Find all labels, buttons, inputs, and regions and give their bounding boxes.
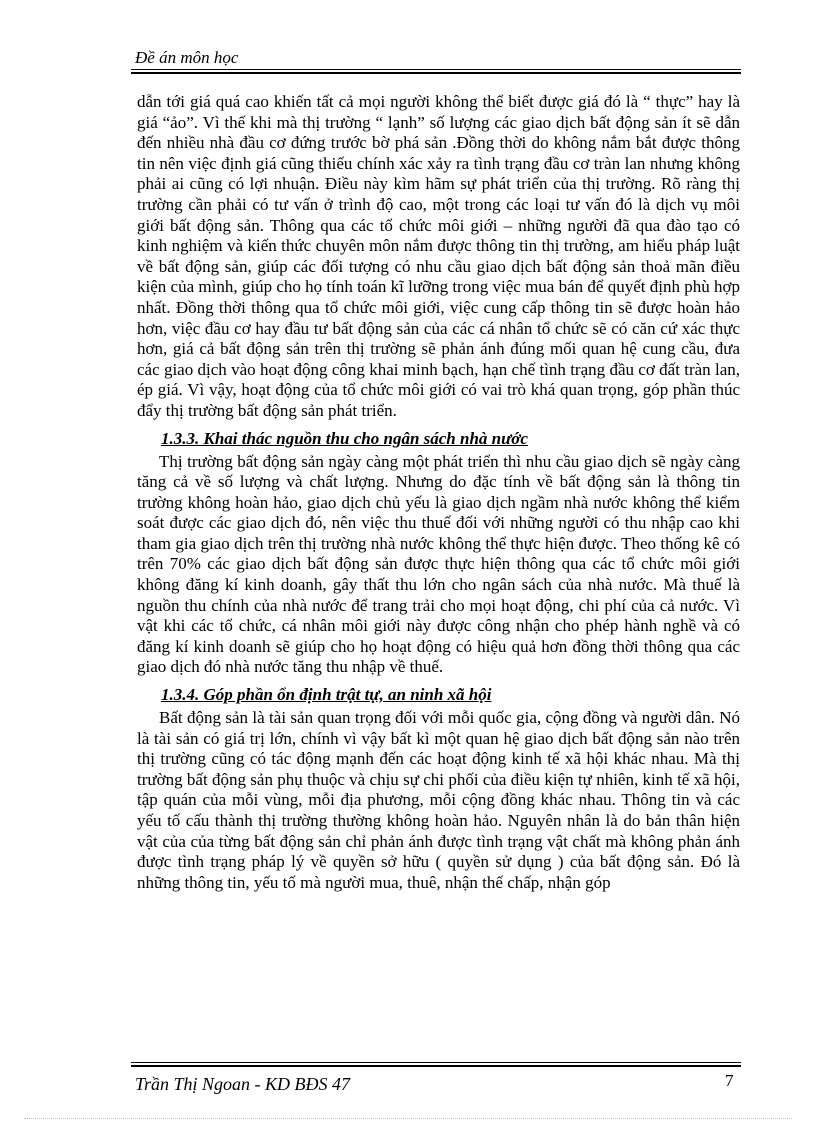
section-heading-1-3-4: 1.3.4. Góp phần ổn định trật tự, an ninh xã hội — [161, 685, 492, 705]
footer-divider — [131, 1062, 741, 1063]
footer-divider-thick — [131, 1065, 741, 1067]
header-divider — [131, 69, 741, 70]
header-title: Đề án môn học — [135, 48, 239, 67]
header-divider-thick — [131, 72, 741, 74]
page-number: 7 — [725, 1071, 734, 1090]
document-body — [137, 92, 740, 893]
paragraph-1: dẫn tới giá quá cao khiến tất cả mọi người không thể biết được giá đó là “ thực” hay là giá “ảo”. Vì thế khi mà thị trường “ lạnh” số lượng các giao dịch bất động sản ít sẽ dẫn đến nhiều nhà đầu cơ đứng trước bờ phá sản .Đồng thời do không nắm bắt được thông tin nên việc định giá cũng thiếu chính xác xảy ra tình trạng đầu cơ tràn lan nhưng không phải ai cũng có lợi nhuận. Điều này kìm hãm sự phát triển của thị trường. Rõ ràng thị trường cần phải có tư vấn ở trình độ cao, một trong các loại tư vấn đó là dịch vụ môi giới bất động sản. Thông qua các tổ chức môi giới – những người đã qua đào tạo có kinh nghiệm và kiến thức chuyên môn nắm được thông tin thị trường, am hiểu pháp luật về bất động sản, giúp các đối tượng có nhu cầu giao dịch bất động sản thoả mãn điều kiện của mình, giúp cho họ tính toán kĩ lưỡng trong việc mua bán để quyết định phù hợp nhất. Đồng thời thông qua tổ chức môi giới, việc cung cấp thông tin sẽ được hoàn hảo hơn, việc đầu cơ hay đầu tư bất động sản của các cá nhân tổ chức sẽ có căn cứ xác thực hơn, giá cả bất động sản trên thị trường sẽ phản ánh đúng mối quan hệ cung cầu, đưa các giao dịch vào hoạt động công khai minh bạch, hạn chế tình trạng đầu cơ đất tràn lan, ép giá. Vì vậy, hoạt động của tổ chức môi giới có vai trò khá quan trọng, góp phần thúc đẩy thị trường bất động sản phát triển. — [137, 92, 740, 420]
section-heading-1-3-3: 1.3.3. Khai thác nguồn thu cho ngân sách nhà nước — [161, 428, 528, 448]
paragraph-3: Bất động sản là tài sản quan trọng đối với mỗi quốc gia, cộng đồng và người dân. Nó là tài sản có giá trị lớn, chính vì vậy bất kì một quan hệ giao dịch bất động sản nào trên thị trường cũng có tác động mạnh đến các hoạt động kinh tế xã hội khác nhau. Mà thị trường bất động sản phụ thuộc và chịu sự chi phối của điều kiện tự nhiên, kinh tế xã hội, tập quán của mỗi vùng, mỗi địa phương, mỗi cộng đồng khác nhau. Thông tin và các yếu tố cấu thành thị trường thường không hoàn hảo. Nguyên nhân là do bản thân hiện vật của của từng bất động sản chỉ phản ánh được tình trạng vật chất mà không phản ánh được tình trạng pháp lý về quyền sở hữu ( quyền sử dụng ) của bất động sản. Đó là những thông tin, yếu tố mà người mua, thuê, nhận thế chấp, nhận góp — [137, 708, 740, 892]
paragraph-2: Thị trường bất động sản ngày càng một phát triển thì nhu cầu giao dịch sẽ ngày càng tăng cả về số lượng và chất lượng. Nhưng do đặc tính về bất động sản là thông tin trường không hoàn hảo, giao dịch chủ yếu là giao dịch ngầm nhà nước không thể kiểm soát được các giao dịch đó, nên việc thu thuế đối với những người có thu nhập cao khi tham gia giao dịch trên thị trường nhà nước không thể thực hiện được. Theo thống kê có trên 70% các giao dịch bất động sản được thực hiện thông qua các tổ chức môi giới không đăng kí kinh doanh, gây thất thu lớn cho ngân sách của nhà nước. Mà thuế là nguồn thu chính của nhà nước để trang trải cho mọi hoạt động, chi phí của cả nước. Vì vật khi các tổ chức, cá nhân môi giới này được công nhận cho phép hành nghề và có đăng kí kinh doanh sẽ giúp cho họ hoạt động có hiệu quả hơn đồng thời thông qua các giao dịch đó nhà nước tăng thu nhập về thuế. — [137, 451, 740, 677]
page-bottom-border — [24, 1118, 792, 1119]
footer-author: Trần Thị Ngoan - KD BĐS 47 — [135, 1074, 351, 1094]
